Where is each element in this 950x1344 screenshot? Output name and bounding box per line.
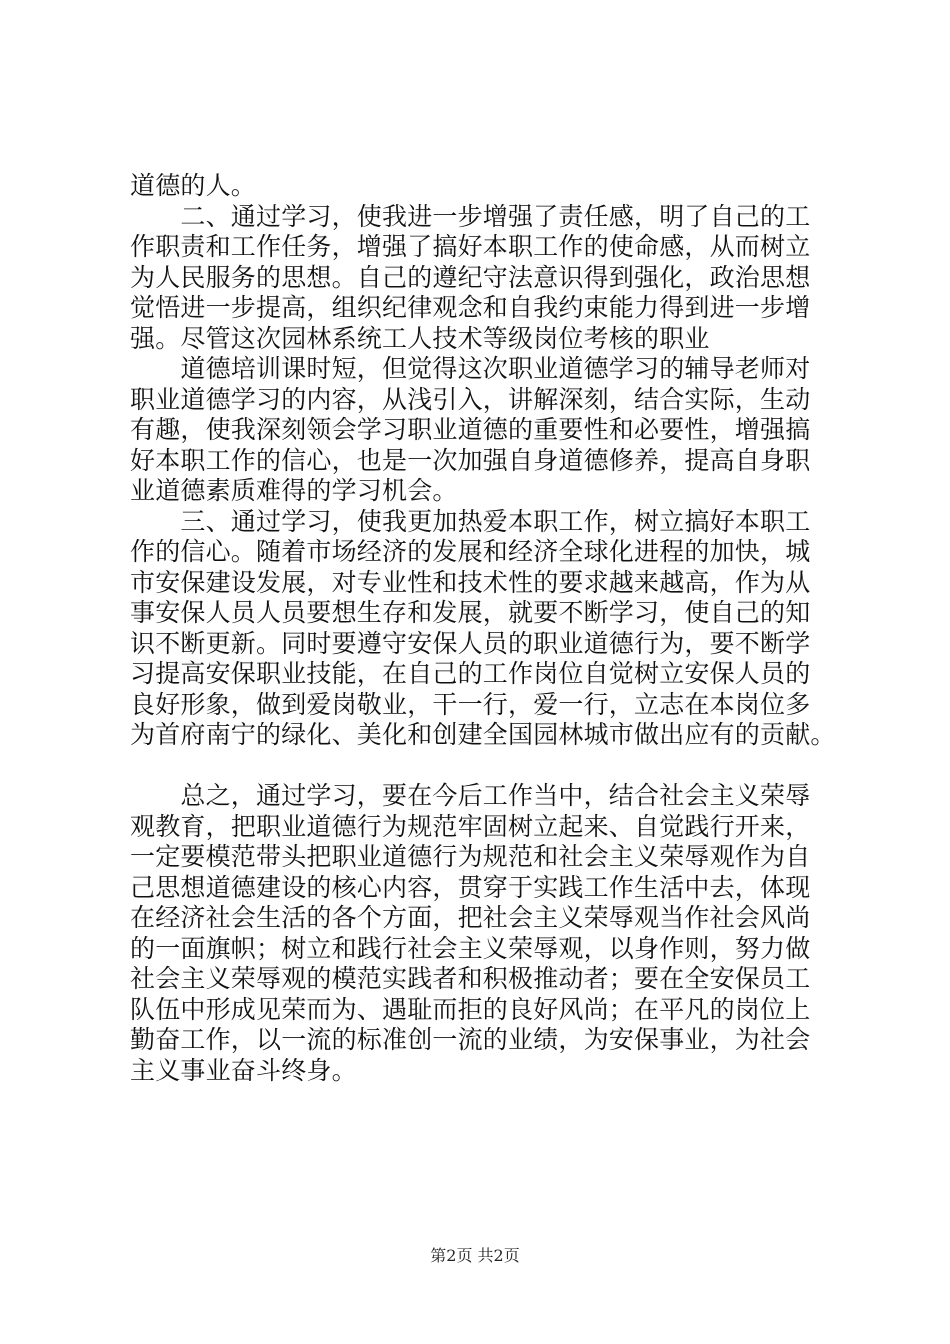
- text-line: 三、通过学习，使我更加热爱本职工作，树立搞好本职工: [130, 506, 811, 536]
- text-line: 识不断更新。同时要遵守安保人员的职业道德行为，要不断学: [130, 628, 811, 658]
- text-line: 作职责和工作任务，增强了搞好本职工作的使命感，从而树立: [130, 232, 811, 261]
- text-line: 道德培训课时短，但觉得这次职业道德学习的辅导老师对: [130, 354, 811, 383]
- text-line: 为人民服务的思想。自己的遵纪守法意识得到强化，政治思想: [130, 262, 811, 292]
- text-line: 业道德素质难得的学习机会。: [130, 476, 458, 505]
- page-number: 第2页 共2页: [430, 1246, 520, 1265]
- text-line: 强。尽管这次园林系统工人技术等级岗位考核的职业: [130, 323, 710, 353]
- text-line: 习提高安保职业技能，在自己的工作岗位自觉树立安保人员的: [130, 659, 811, 688]
- text-line: 队伍中形成见荣而为、遇耻而拒的良好风尚；在平凡的岗位上: [130, 994, 811, 1024]
- text-line: 有趣，使我深刻领会学习职业道德的重要性和必要性，增强搞: [130, 415, 811, 444]
- text-line: 职业道德学习的内容，从浅引入，讲解深刻，结合实际，生动: [130, 384, 811, 414]
- body-text: [130, 171, 836, 1086]
- text-line: 道德的人。: [130, 171, 257, 200]
- text-line: 勤奋工作，以一流的标准创一流的业绩，为安保事业，为社会: [130, 1025, 811, 1054]
- text-line: 己思想道德建设的核心内容，贯穿于实践工作生活中去，体现: [130, 872, 811, 902]
- paragraph-gap: [130, 751, 830, 782]
- text-line: 社会主义荣辱观的模范实践者和积极推动者；要在全安保员工: [130, 964, 811, 993]
- text-line: 一定要模范带头把职业道德行为规范和社会主义荣辱观作为自: [130, 842, 811, 871]
- text-line: 为首府南宁的绿化、美化和创建全国园林城市做出应有的贡献。: [130, 720, 836, 749]
- text-line: 市安保建设发展，对专业性和技术性的要求越来越高，作为从: [130, 567, 811, 597]
- text-line: 总之，通过学习，要在今后工作当中，结合社会主义荣辱: [130, 781, 811, 810]
- text-line: 的一面旗帜；树立和践行社会主义荣辱观，以身作则，努力做: [130, 933, 811, 963]
- text-line: 觉悟进一步提高，组织纪律观念和自我约束能力得到进一步增: [130, 293, 811, 322]
- text-line: 观教育，把职业道德行为规范牢固树立起来、自觉践行开来，: [130, 811, 811, 841]
- text-line: 良好形象，做到爱岗敬业，干一行，爱一行，立志在本岗位多: [130, 689, 811, 719]
- text-line: 二、通过学习，使我进一步增强了责任感，明了自己的工: [130, 201, 811, 231]
- text-line: 好本职工作的信心，也是一次加强自身道德修养，提高自身职: [130, 445, 811, 475]
- text-line: 主义事业奋斗终身。: [130, 1055, 357, 1085]
- text-line: 作的信心。随着市场经济的发展和经济全球化进程的加快，城: [130, 537, 811, 566]
- text-line: 在经济社会生活的各个方面，把社会主义荣辱观当作社会风尚: [130, 903, 811, 932]
- text-line: 事安保人员人员要想生存和发展，就要不断学习，使自己的知: [130, 598, 811, 627]
- page-footer: [0, 1243, 950, 1266]
